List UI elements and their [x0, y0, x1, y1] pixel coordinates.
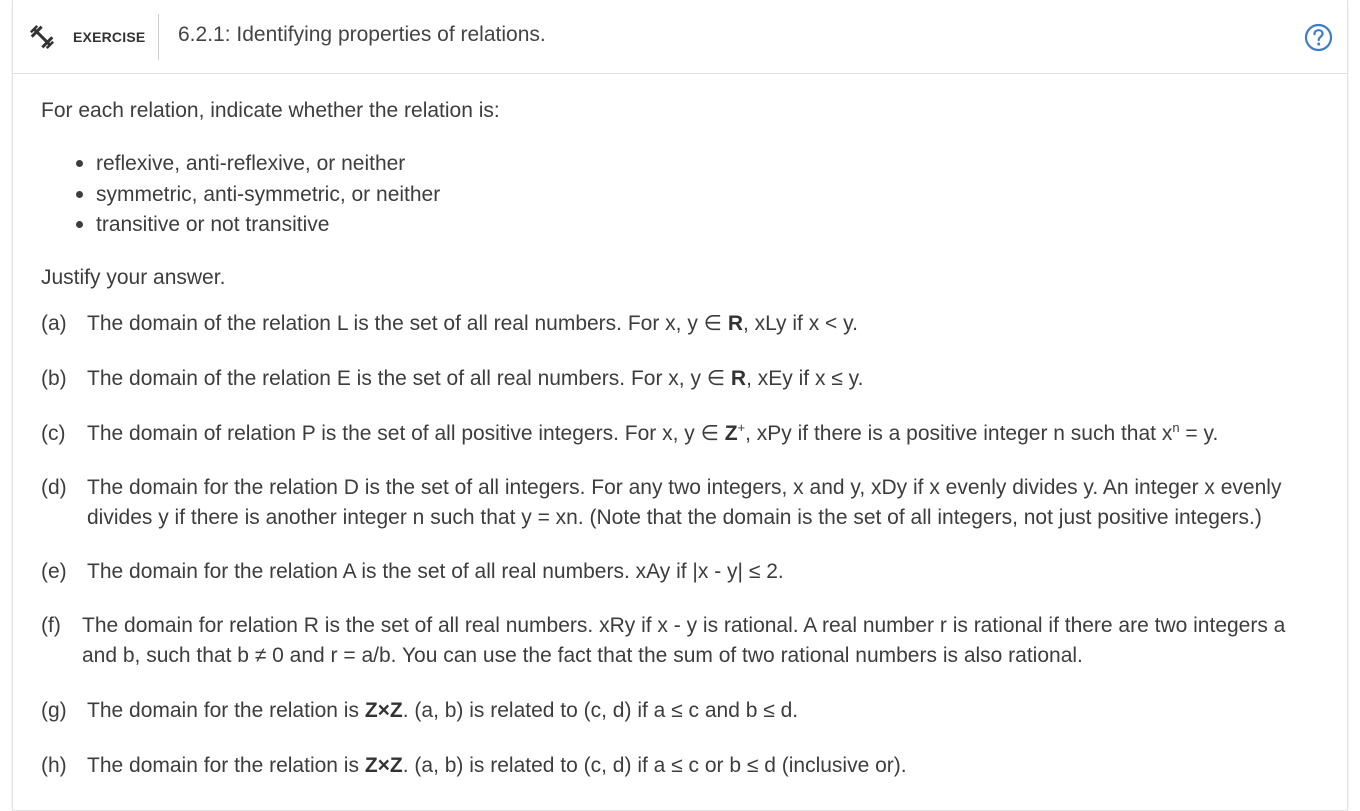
- item-text: The domain of the relation L is the set of all real numbers. For x, y ∈ R, xLy if x < y.: [87, 312, 858, 335]
- item-tag: (b): [41, 367, 67, 390]
- item-text: The domain of relation P is the set of all positive integers. For x, y ∈ Z+, xPy if there is a positive integer n such that $x^n = y$.: [87, 420, 1219, 445]
- item-tag: (h): [41, 754, 67, 777]
- header-divider: [158, 14, 159, 60]
- help-circle-icon[interactable]: [1304, 23, 1333, 52]
- item-text: The domain of the relation E is the set of all real numbers. For x, y ∈ R, xEy if x ≤ y.: [87, 367, 864, 390]
- item-tag: (e): [41, 560, 67, 583]
- property-item: reflexive, anti-reflexive, or neither: [41, 149, 440, 180]
- property-item: symmetric, anti-symmetric, or neither: [41, 180, 440, 211]
- intro-text: For each relation, indicate whether the relation is:: [41, 99, 500, 122]
- exercise-card: [12, 0, 1348, 811]
- item-tag: (g): [41, 699, 67, 722]
- property-item: transitive or not transitive: [41, 210, 440, 241]
- item-text: The domain for relation R is the set of all real numbers. xRy if x - y is rational. A real number r is rational if there are two integers a and b, such that b ≠ 0 and r = a/b. You can use the fact that the sum of two rational numbers is also rational.: [82, 614, 1286, 667]
- exercise-header: [13, 0, 1347, 74]
- item-text: The domain for the relation is Z×Z. (a, b) is related to (c, d) if a ≤ c and b ≤ d.: [87, 699, 799, 722]
- item-tag: (a): [41, 312, 67, 335]
- item-text: The domain for the relation D is the set of all integers. For any two integers, x and y, xDy if x evenly divides y. An integer x evenly divides y if there is another integer n such that y = xn. (Note that the domain is the set of all integers, not just positive integers.): [87, 476, 1282, 529]
- justify-text: Justify your answer.: [41, 266, 226, 289]
- item-text: The domain for the relation A is the set of all real numbers. xAy if |x - y| ≤ 2.: [87, 560, 784, 583]
- item-tag: (d): [41, 476, 67, 499]
- item-tag: (c): [41, 422, 66, 445]
- exercise-label: EXERCISE: [73, 29, 146, 45]
- exercise-title: 6.2.1: Identifying properties of relations.: [178, 23, 546, 46]
- properties-list: [41, 149, 440, 241]
- dumbbell-icon: [27, 22, 57, 52]
- item-text: The domain for the relation is Z×Z. (a, b) is related to (c, d) if a ≤ c or b ≤ d (inclusive or).: [87, 754, 907, 777]
- item-tag: (f): [41, 614, 61, 637]
